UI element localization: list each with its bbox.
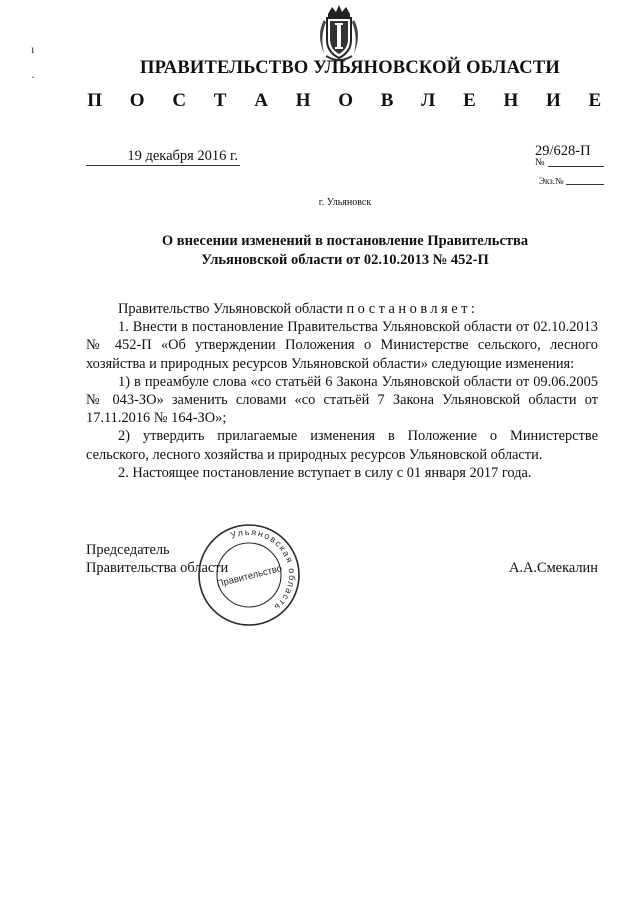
signatory-title-line-1: Председатель [86, 542, 170, 558]
resolution-intro [86, 300, 598, 318]
number-underline [548, 166, 604, 167]
coat-of-arms-icon [312, 4, 366, 62]
document-type: П О С Т А Н О В Л Е Н И Е [87, 90, 613, 111]
scan-mark: · [31, 70, 35, 84]
copy-number-underline [566, 184, 604, 185]
copy-number-label: Экз.№ [539, 176, 564, 186]
clause-1-subitem-1: 1) в преамбуле слова «со статьёй 6 Закона Ульяновской области от 09.06.2005 № 043-ЗО» заменить словами «со статьёй 7 Закона Ульяновской области от 17.11.2016 № 164-ЗО»; [86, 373, 598, 427]
issue-city: г. Ульяновск [318, 197, 372, 208]
subject-line-2: Ульяновской области от 02.10.2013 № 452-П [201, 252, 489, 268]
seal-ring-text: Ульяновская область [229, 526, 298, 614]
intro-spaced-verb: постановляет: [346, 301, 479, 317]
document-number: 29/628-П [535, 143, 591, 159]
official-seal-icon [196, 522, 302, 628]
subject-line-1: О внесении изменений в постановление Правительства [161, 233, 529, 249]
number-mark: № [535, 157, 545, 168]
signatory-name: А.А.Смекалин [509, 560, 598, 576]
intro-prefix: Правительство Ульяновской области [118, 301, 347, 317]
document-date: 19 декабря 2016 г. [86, 147, 240, 166]
seal-center-text: Правительство [215, 563, 284, 590]
clause-2: 2. Настоящее постановление вступает в силу с 01 января 2017 года. [118, 464, 532, 481]
document-body [86, 300, 598, 482]
scan-mark: ı [31, 42, 35, 56]
clause-1-subitem-2: 2) утвердить прилагаемые изменения в Положение о Министерстве сельского, лесного хозяйства и природных ресурсов Ульяновской области. [86, 428, 598, 463]
document-subject [0, 232, 640, 270]
clause-1: 1. Внести в постановление Правительства Ульяновской области от 02.10.2013 № 452-П «Об утверждении Положения о Министерстве сельского, лесного хозяйства и природных ресурсов Ульяновской области» следующие изменения: [86, 319, 598, 372]
signatory-title-line-2: Правительства области [86, 560, 229, 576]
government-title: ПРАВИТЕЛЬСТВО УЛЬЯНОВСКОЙ ОБЛАСТИ [140, 58, 560, 78]
